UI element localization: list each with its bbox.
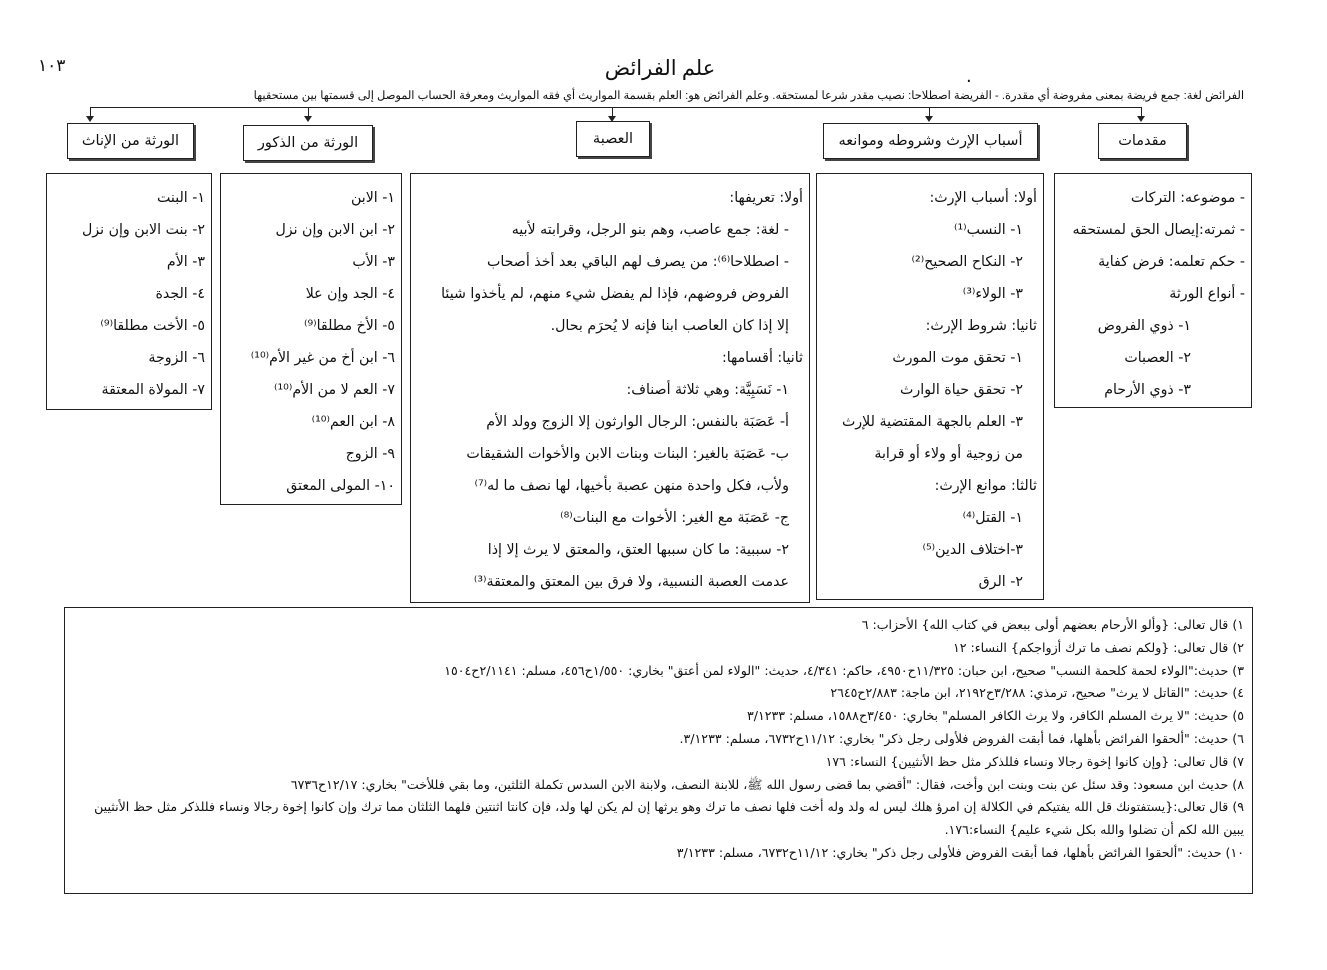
list-item: - حكم تعلمه: فرض كفاية <box>1098 254 1245 270</box>
decorative-dot: . <box>966 66 972 87</box>
list-item: أ- عَصَبَة بالنفس: الرجال الوارثون إلا الزوج وولد الأم <box>486 414 789 430</box>
list-item: ٤- الجدة <box>155 286 205 302</box>
list-item: - ثمرته:إيصال الحق لمستحقه <box>1072 222 1245 238</box>
list-item: ٣- ذوي الأرحام <box>1104 382 1191 398</box>
list-item: من زوجية أو ولاء أو قرابة <box>874 446 1023 462</box>
list-item: - لغة: جمع عاصب، وهم بنو الرجل، وقرابته لأبيه <box>511 222 789 238</box>
list-item: ٤- الجد وإن علا <box>305 286 395 302</box>
header-male-heirs: الورثة من الذكور <box>243 125 373 161</box>
list-item: ١- النسب⁽¹⁾ <box>953 222 1023 238</box>
header-female-heirs: الورثة من الإناث <box>67 123 194 159</box>
section-heading: ثانيا: أقسامها: <box>721 350 803 366</box>
list-item: ٧- العم لا من الأم⁽¹⁰⁾ <box>273 382 395 398</box>
list-item: ١- البنت <box>156 190 205 206</box>
footnote: ٨) حديث ابن مسعود: وقد سئل عن بنت وبنت ابن وأخت، فقال: "أقضي بما قضى رسول الله ﷺ، للابنة النصف، ولابنة الابن السدس تكملة الثلثين، وما بقي فللأخت" بخاري: ١٢/١٧ح٦٧٣٦ <box>290 776 1244 792</box>
list-item: ٢- العصبات <box>1124 350 1191 366</box>
list-item: ٩- الزوج <box>345 446 395 462</box>
list-item: ٢- بنت الابن وإن نزل <box>81 222 205 238</box>
list-item: ١- القتل⁽⁴⁾ <box>962 510 1023 526</box>
page-title: علم الفرائض <box>604 56 716 80</box>
inheritance-causes-box <box>816 173 1044 600</box>
list-item: ٣- العلم بالجهة المقتضية للإرث <box>841 414 1023 430</box>
footnote: ٧) قال تعالى: {وإن كانوا إخوة رجالا ونساء فللذكر مثل حظ الأنثيين} النساء: ١٧٦ <box>825 753 1244 769</box>
male-heirs-box <box>220 173 402 505</box>
list-item: - أنواع الورثة <box>1169 286 1245 302</box>
list-item: ٥- الأخت مطلقا⁽⁹⁾ <box>100 318 205 334</box>
footnote: ١٠) حديث: "ألحقوا الفرائض بأهلها، فما أبقت الفروض فلأولى رجل ذكر" بخاري: ١١/١٢ح٦٧٣٢، مسلم: ٣/١٢٣٣ <box>676 844 1244 860</box>
page-number: ١٠٣ <box>38 56 66 75</box>
arrow-down-icon <box>304 116 312 122</box>
footnote: ٩) قال تعالى:{يستفتونك قل الله يفتيكم في الكلالة إن امرؤ هلك ليس له ولد وله أخت فلها نصف ما ترك وهو يرثها إن لم يكن لها ولد، فإن كانتا اثنتين فلهما الثلثان مما ترك وإن كانوا إخوة رجالا ونساء فللذكر مثل حظ الأنثيين يبين الله لكم أن تضلوا والله بكل شيء عليم} النساء:١٧٦. <box>94 799 1244 838</box>
list-item: - اصطلاحا⁽⁶⁾: من يصرف لهم الباقي بعد أخذ أصحاب <box>486 254 789 270</box>
list-item: ٧- المولاة المعتقة <box>101 382 205 398</box>
section-heading: أولا: أسباب الإرث: <box>929 190 1037 206</box>
list-item: ٣-اختلاف الدين⁽⁵⁾ <box>922 542 1023 558</box>
list-item: ١- نَسَبِيَّة: وهي ثلاثة أصناف: <box>626 382 789 398</box>
female-heirs-box <box>46 173 212 410</box>
section-heading: ثالثا: موانع الإرث: <box>934 478 1037 494</box>
list-item: ٥- الأخ مطلقا⁽⁹⁾ <box>303 318 395 334</box>
list-item: ٢- النكاح الصحيح⁽²⁾ <box>911 254 1023 270</box>
arrow-down-icon <box>86 116 94 122</box>
footnote: ١) قال تعالى: {وألو الأرحام بعضهم أولى ببعض في كتاب الله} الأحزاب: ٦ <box>861 617 1244 632</box>
intro-definition: الفرائض لغة: جمع فريضة بمعنى مفروضة أي مقدرة. - الفريضة اصطلاحا: نصيب مقدر شرعا لمستحقه. وعلم الفرائض هو: العلم بقسمة المواريث أي فقه المواريث ومعرفة الحساب الموصل إلى قسمتها بين مستحقيها <box>253 90 1244 102</box>
header-inheritance-causes: أسباب الإرث وشروطه وموانعه <box>823 123 1038 159</box>
list-item: ٢- ابن الابن وإن نزل <box>275 222 395 238</box>
asaba-box <box>410 173 810 603</box>
list-item: ٣- الأب <box>352 254 395 270</box>
list-item: عدمت العصبة النسبية، ولا فرق بين المعتق والمعتقة⁽³⁾ <box>473 574 789 590</box>
list-item: إلا إذا كان العاصب ابنا فإنه لا يُحرَم بحال. <box>550 318 789 334</box>
footnote: ٣) حديث:"الولاء لحمة كلحمة النسب" صحيح، ابن حبان: ١١/٣٢٥ح٤٩٥٠، حاكم: ٤/٣٤١، حديث: "الولاء لمن أعتق" بخاري: ١/٥٥٠ح٤٥٦، مسلم: ٢/١١٤١ح١٥٠٤ <box>444 662 1244 678</box>
list-item: ٢- سببية: ما كان سببها العتق، والمعتق لا يرث إلا إذا <box>487 542 789 558</box>
intro-box <box>1054 173 1252 408</box>
header-introductions: مقدمات <box>1098 123 1187 159</box>
arrow-down-icon <box>925 116 933 122</box>
connector-line <box>90 107 1142 108</box>
arrow-down-icon <box>1137 116 1145 122</box>
list-item: ٣- الولاء⁽³⁾ <box>962 286 1023 302</box>
list-item: ٦- ابن أخ من غير الأم⁽¹⁰⁾ <box>250 350 395 366</box>
list-item: الفروض فروضهم، فإذا لم يفضل شيء منهم، لم يأخذوا شيئا <box>441 286 789 302</box>
list-item: ١- الابن <box>350 190 395 206</box>
list-item: ولأب، فكل واحدة منهن عصبة بأخيها، لها نصف ما له⁽⁷⁾ <box>474 478 789 494</box>
footnotes-box <box>64 607 1253 894</box>
footnote: ٥) حديث: "لا يرث المسلم الكافر، ولا يرث الكافر المسلم" بخاري: ٣/٤٥٠ح١٥٨٨، مسلم: ٣/١٢٣٣ <box>746 708 1244 724</box>
list-item: ٢- الرق <box>978 574 1023 590</box>
header-asaba: العصبة <box>576 121 650 157</box>
list-item: ٢- تحقق حياة الوارث <box>900 382 1023 398</box>
list-item: ١- تحقق موت المورث <box>892 350 1023 366</box>
list-item: ٨- ابن العم⁽¹⁰⁾ <box>311 414 395 430</box>
footnote: ٦) حديث: "ألحقوا الفرائض بأهلها، فما أبقت الفروض فلأولى رجل ذكر" بخاري: ١١/١٢ح٦٧٣٢، مسلم: ٣/١٢٣٣. <box>679 730 1244 746</box>
section-heading: ثانيا: شروط الإرث: <box>925 318 1037 334</box>
list-item: ٣- الأم <box>166 254 205 270</box>
list-item: ٦- الزوجة <box>148 350 205 366</box>
list-item: ب- عَصَبَة بالغير: البنات وبنات الابن والأخوات الشقيقات <box>466 446 789 462</box>
list-item: ١- ذوي الفروض <box>1097 318 1191 334</box>
list-item: - موضوعه: التركات <box>1130 190 1245 206</box>
list-item: ج- عَصَبَة مع الغير: الأخوات مع البنات⁽⁸⁾ <box>560 510 789 526</box>
footnote: ٤) حديث: "القاتل لا يرث" صحيح، ترمذي: ٣/٢٨٨ح٢١٩٢، ابن ماجة: ٢/٨٨٣ح٢٦٤٥ <box>830 685 1244 701</box>
footnote: ٢) قال تعالى: {ولكم نصف ما ترك أزواجكم} النساء: ١٢ <box>952 639 1244 655</box>
section-heading: أولا: تعريفها: <box>729 190 803 206</box>
list-item: ١٠- المولى المعتق <box>286 478 395 494</box>
